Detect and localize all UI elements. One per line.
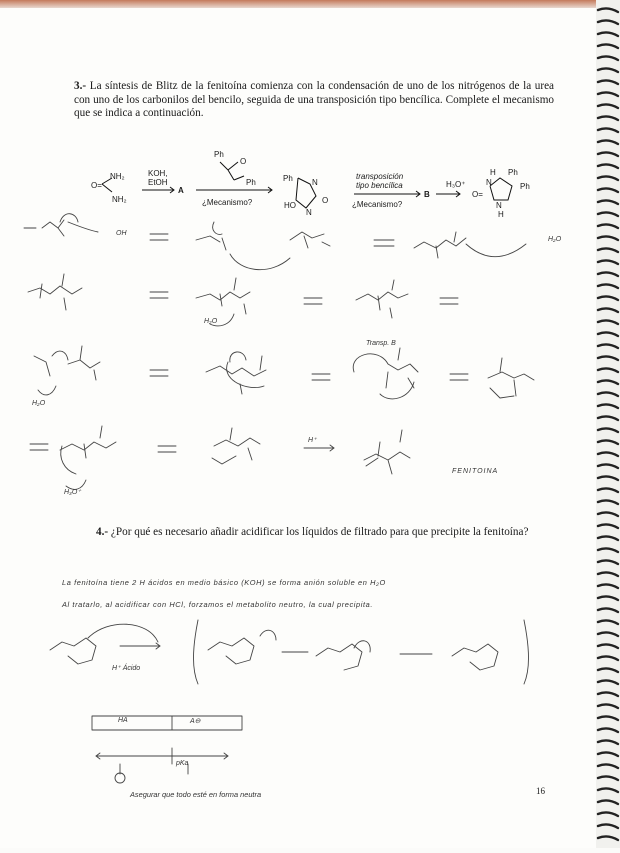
product-carbonyl: O= [472, 190, 483, 199]
mechanism-label-1: ¿Mecanismo? [202, 198, 253, 207]
reagent-koh: KOH, [148, 169, 168, 178]
transposition-label-1: transposición [356, 172, 404, 181]
hand-h3o-label: H₃O⁺ [64, 489, 81, 496]
hand-transposition-note: Transp. B [366, 340, 396, 347]
urea-carbonyl: O= [91, 181, 102, 190]
mechanism-label-2: ¿Mecanismo? [352, 200, 403, 209]
question-4-text: ¿Por qué es necesario añadir acidificar los líquidos de filtrado para que precipite la fenitoína? [110, 526, 529, 538]
hand-hplus-label: H⁺ [308, 437, 317, 444]
page-number: 16 [536, 786, 545, 796]
benzil-ph-right: Ph [246, 178, 256, 187]
intermediate-ph: Ph [283, 174, 293, 183]
product-n: N [486, 178, 492, 187]
product-ph-2: Ph [520, 182, 530, 191]
footer-note: Asegurar que todo esté en forma neutra [130, 790, 262, 799]
reagent-etoh: EtOH [148, 178, 168, 187]
answer-line-2: Al tratarlo, al acidificar con HCl, forzamos el metabolito neutro, la cual precipita. [62, 600, 374, 609]
benzil-o: O [240, 157, 247, 166]
product-h-top: H [490, 168, 496, 177]
intermediate-b: B [424, 190, 430, 199]
pka-label: pKa [176, 760, 189, 767]
acid-label: H⁺ Ácido [112, 665, 141, 672]
ha-label: HA [118, 717, 128, 724]
hand-product-name: FENITOINA [452, 468, 499, 475]
intermediate-o: O [322, 196, 329, 205]
transposition-label-2: tipo bencílica [356, 181, 403, 190]
hand-h2o-label-1: H₂O [548, 236, 562, 243]
product-h-bottom: H [498, 210, 504, 219]
product-ph-1: Ph [508, 168, 518, 177]
intermediate-ho: HO [284, 201, 296, 210]
question-3-text: La síntesis de Blitz de la fenitoína comienza con la condensación de uno de los nitrógenos de la urea con uno de los carbonilos del bencilo, seguida de una transposición tipo bencílica. Complete el mecanismo que se indica a continuación. [74, 80, 555, 119]
intermediate-n: N [312, 178, 318, 187]
urea-nh2-bottom: NH₂ [112, 195, 127, 204]
intermediate-nh: N [306, 208, 312, 217]
acid-reagent: H₃O⁺ [446, 180, 466, 189]
product-nh: N [496, 201, 502, 210]
benzil-ph-top: Ph [214, 150, 224, 159]
question-4-number: 4.- [96, 526, 109, 538]
a-minus-label: A⊖ [190, 718, 201, 725]
hand-h2o-label-2: H₂O [204, 318, 218, 325]
urea-nh2-top: NH₂ [110, 172, 125, 181]
hand-h2o-label-3: H₂O [32, 400, 46, 407]
question-3-number: 3.- [74, 80, 87, 92]
answer-line-1: La fenitoína tiene 2 H ácidos en medio básico (KOH) se forma anión soluble en H₂O [62, 578, 386, 587]
intermediate-a: A [178, 186, 184, 195]
hand-oh-label: OH [116, 230, 127, 237]
